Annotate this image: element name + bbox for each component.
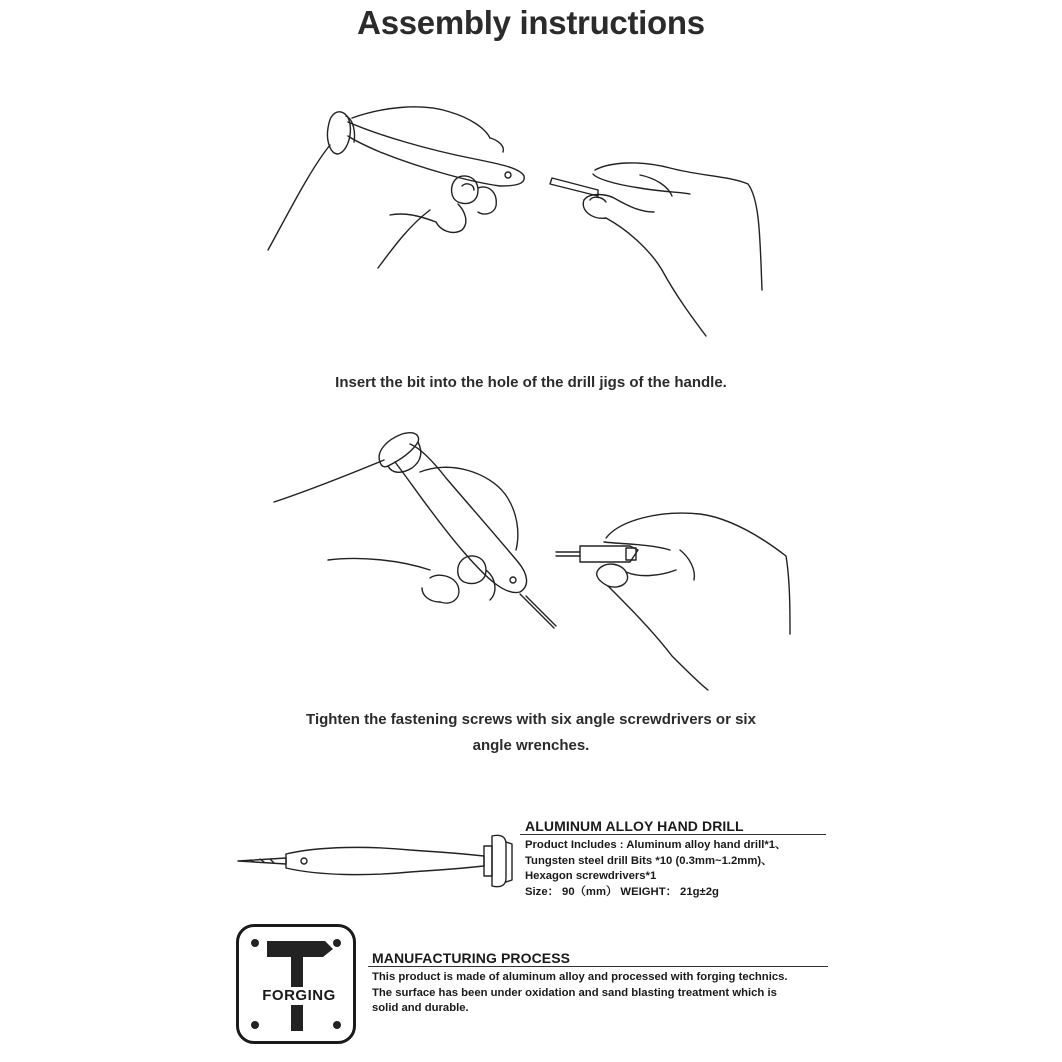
product-line: Size： 90（mm） WEIGHT： 21g±2g (525, 885, 719, 898)
step1-illustration (0, 0, 1062, 360)
product-heading: ALUMINUM ALLOY HAND DRILL (525, 818, 744, 834)
hand-drill-illustration (230, 820, 520, 900)
process-details (372, 970, 842, 1017)
product-divider (520, 834, 826, 835)
process-line: solid and durable. (372, 1002, 469, 1014)
process-line: This product is made of aluminum alloy and processed with forging technics. (372, 971, 788, 983)
process-heading: MANUFACTURING PROCESS (372, 950, 571, 966)
step1-caption: Insert the bit into the hole of the drill jigs of the handle. (335, 374, 727, 391)
product-details (525, 838, 845, 900)
hammer-icon (239, 927, 353, 1041)
step2-illustration (0, 410, 1062, 700)
forging-label: FORGING (253, 987, 345, 1005)
step2-caption (0, 707, 1062, 759)
product-line: Product Includes : Aluminum alloy hand drill*1、 (525, 839, 787, 851)
step2-caption-line1: Tighten the fastening screws with six angle screwdrivers or six (306, 711, 756, 728)
page-title: Assembly instructions (357, 4, 705, 41)
forging-badge (236, 924, 356, 1044)
step2-caption-line2: angle wrenches. (472, 737, 590, 754)
product-line: Tungsten steel drill Bits *10 (0.3mm~1.2mm)、 (525, 854, 773, 867)
process-divider (368, 966, 828, 967)
product-line: Hexagon screwdrivers*1 (525, 870, 657, 882)
process-line: The surface has been under oxidation and sand blasting treatment which is (372, 986, 777, 999)
